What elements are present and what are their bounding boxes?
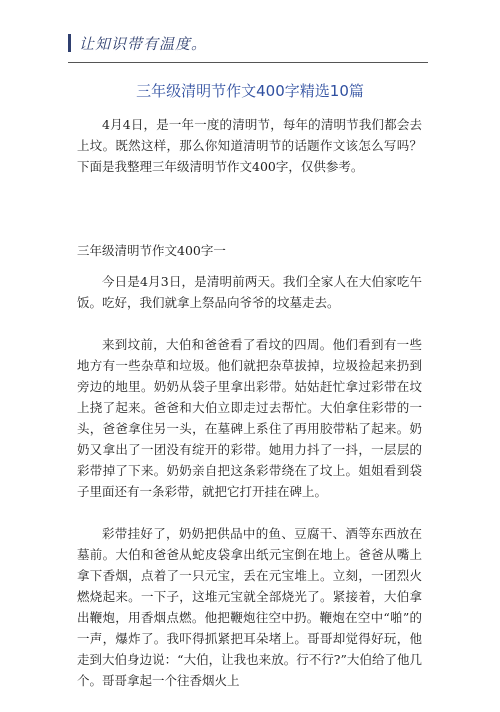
body-paragraph: 今日是4月3日，是清明前两天。我们全家人在大伯家吃午饭。吃好，我们就拿上祭品向爷爷的坟墓走去。 [77, 274, 422, 310]
header-accent-bar [68, 34, 71, 52]
body-paragraph: 来到坟前，大伯和爸爸看了看坟的四周。他们看到有一些地方有一些杂草和垃圾。他们就把杂草拔掉，垃圾捡起来扔到旁边的地里。奶奶从袋子里拿出彩带。姑姑赶忙拿过彩带在坟上挠了起来。爸爸和大伯立即走过去帮忙。大伯拿住彩带的一头，爸爸拿住另一头，在墓碑上系住了再用胶带粘了起来。奶奶又拿出了一团没有绽开的彩带。她用力抖了一抖，一层层的彩带掉了下来。奶奶亲自把这条彩带绕在了坟上。姐姐看到袋子里面还有一条彩带，就把它打开挂在碑上。 [77, 337, 422, 499]
document-title: 三年级清明节作文400字精选10篇 [136, 82, 364, 100]
intro-paragraph: 4月4日，是一年一度的清明节，每年的清明节我们都会去上坟。既然这样，那么你知道清明节的话题作文该怎么写吗？下面是我整理三年级清明节作文400字，仅供参考。 [77, 117, 422, 174]
body-paragraph: 彩带挂好了，奶奶把供品中的鱼、豆腐干、酒等东西放在墓前。大伯和爸爸从蛇皮袋拿出纸元宝倒在地上。爸爸从嘴上拿下香烟，点着了一只元宝，丢在元宝堆上。立刻，一团烈火燃烧起来。一下子，这堆元宝就全部烧光了。紧接着，大伯拿出鞭炮，用香烟点燃。他把鞭炮往空中扔。鞭炮在空中“啪”的一声，爆炸了。我吓得抓紧把耳朵堵上。哥哥却觉得好玩，他走到大伯身边说：“大伯，让我也来放。行不行?”大伯给了他几个。哥哥拿起一个往香烟火上 [77, 526, 422, 688]
document-body [77, 114, 422, 712]
header-slogan: 让知识带有温度。 [79, 34, 208, 53]
header-divider [68, 62, 428, 63]
section-spacer [77, 198, 422, 240]
section-heading: 三年级清明节作文400字一 [77, 243, 226, 258]
page-header [68, 30, 207, 56]
